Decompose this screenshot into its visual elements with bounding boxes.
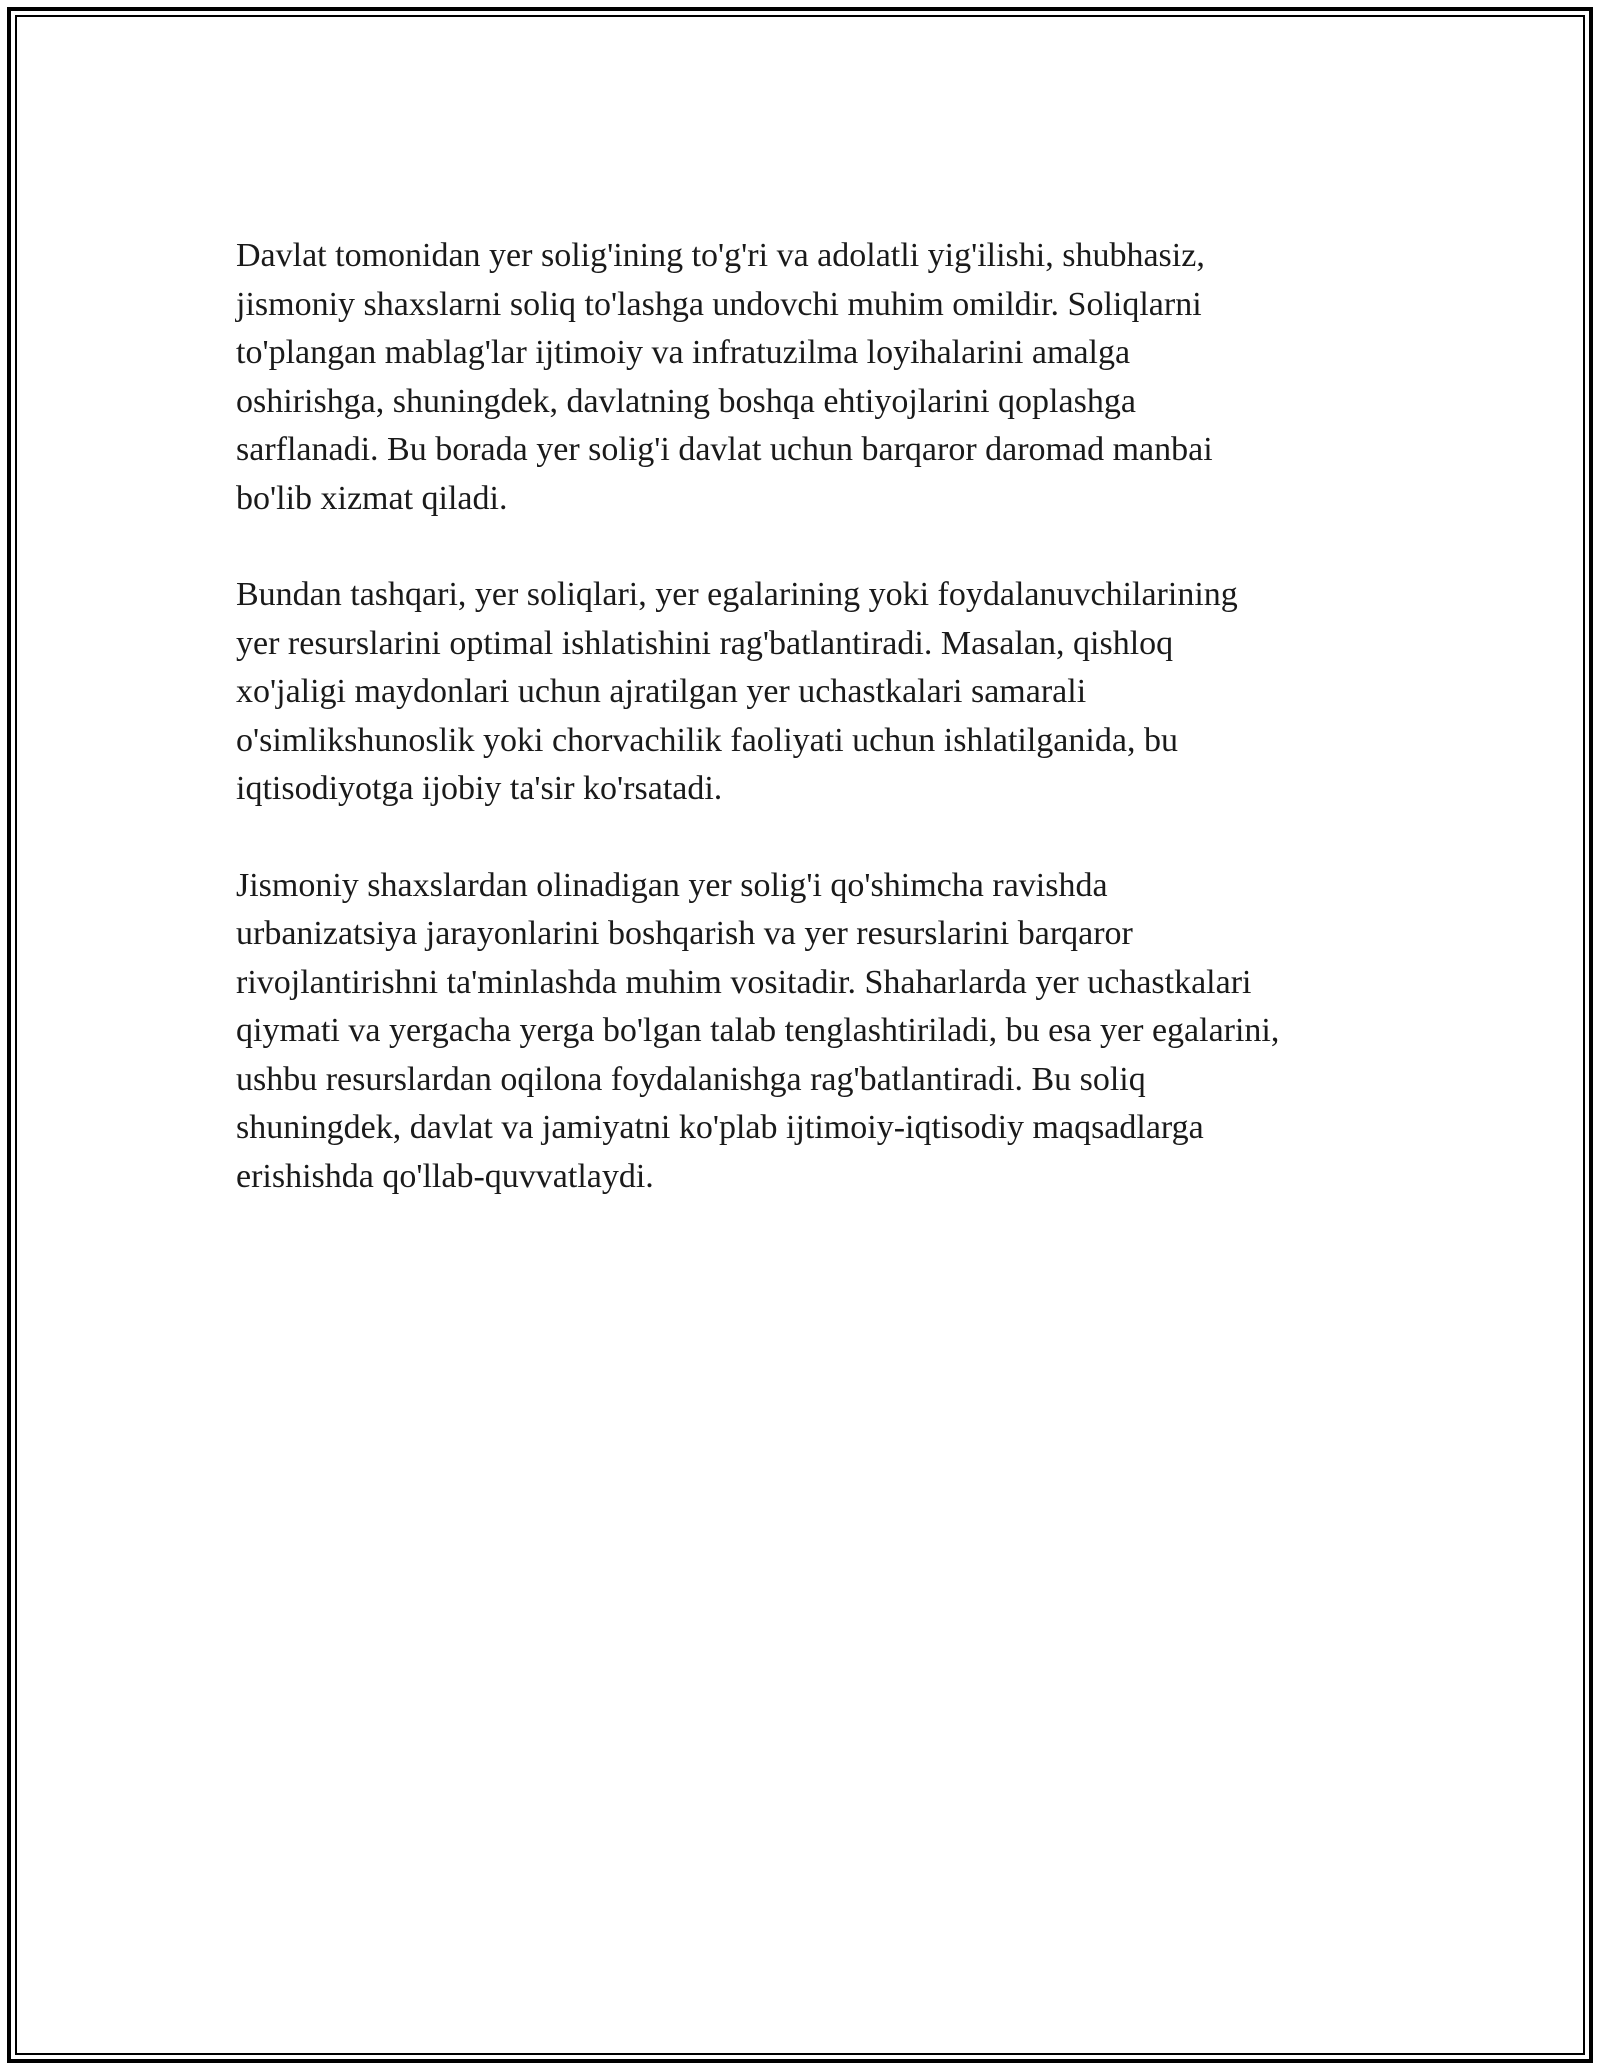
paragraph-2: Bundan tashqari, yer soliqlari, yer egalarining yoki foydalanuvchilarining yer resurslarini optimal ishlatishini rag'batlantiradi. Masalan, qishloq xo'jaligi maydonlari uchun ajratilgan yer uchastkalari samarali o'simlikshunoslik yoki chorvachilik faoliyati uchun ishlatilganida, bu iqtisodiyotga ijobiy ta'sir ko'rsatadi. [236, 576, 1238, 807]
paragraph-1: Davlat tomonidan yer solig'ining to'g'ri va adolatli yig'ilishi, shubhasiz, jismoniy shaxslarni soliq to'lashga undovchi muhim omildir. Soliqlarni to'plangan mablag'lar ijtimoiy va infratuzilma loyihalarini amalga oshirishga, shuningdek, davlatning boshqa ehtiyojlarini qoplashga sarflanadi. Bu borada yer solig'i davlat uchun barqaror daromad manbai bo'lib xizmat qiladi. [236, 237, 1213, 517]
document-body [236, 232, 1376, 1249]
paragraph-3: Jismoniy shaxslardan olinadigan yer solig'i qo'shimcha ravishda urbanizatsiya jarayonlarini boshqarish va yer resurslarini barqaror rivojlantirishni ta'minlashda muhim vositadir. Shaharlarda yer uchastkalari qiymati va yergacha yerga bo'lgan talab tenglashtiriladi, bu esa yer egalarini, ushbu resurslardan oqilona foydalanishga rag'batlantiradi. Bu soliq shuningdek, davlat va jamiyatni ko'plab ijtimoiy-iqtisodiy maqsadlarga erishishda qo'llab-quvvatlaydi. [236, 866, 1280, 1195]
